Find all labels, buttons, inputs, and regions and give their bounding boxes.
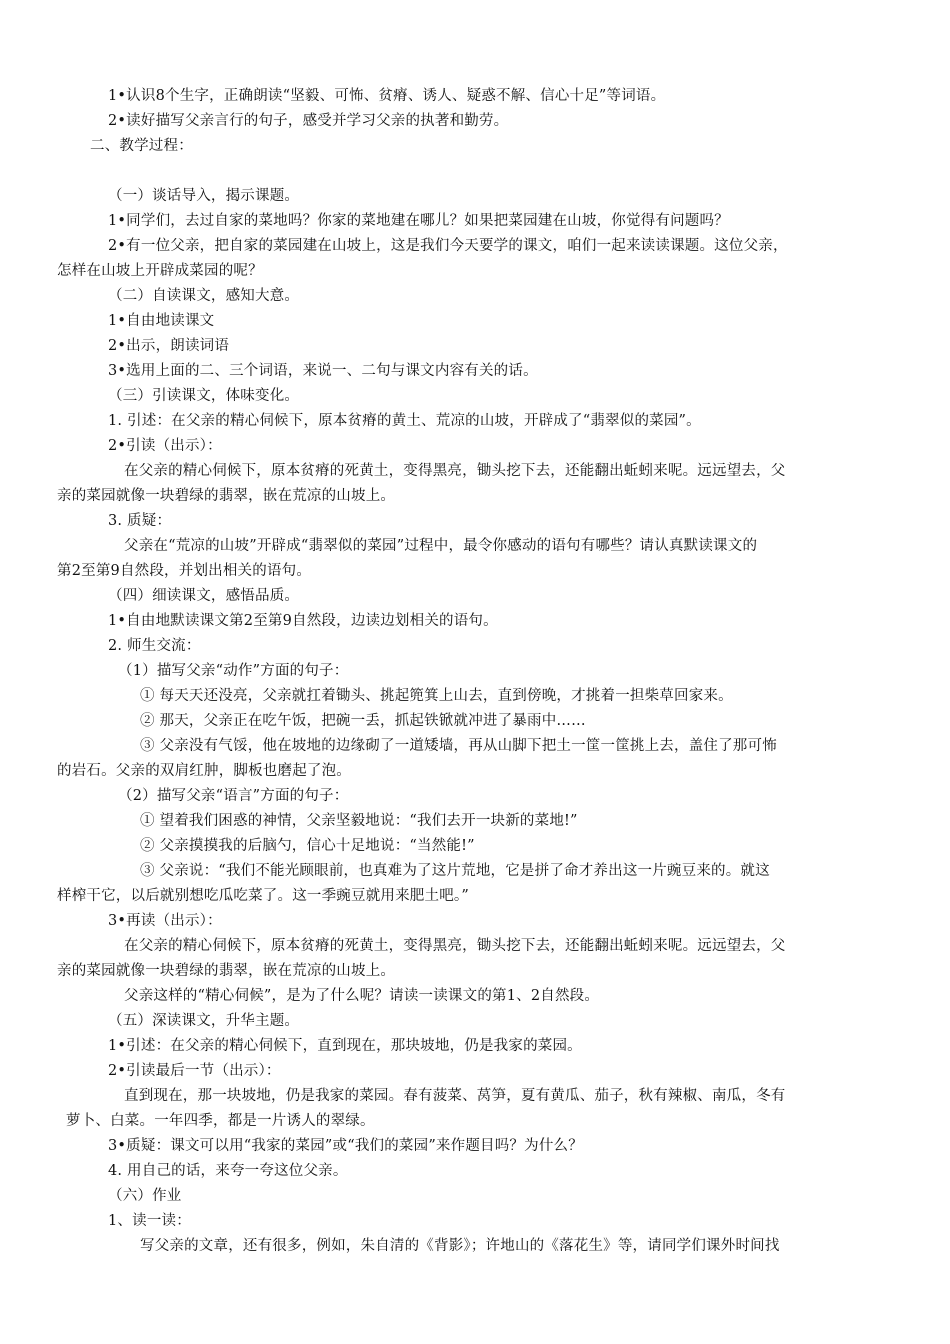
list-item: ② 那天，父亲正在吃午饭，把碗一丢，抓起铁锨就冲进了暴雨中…… <box>140 713 586 729</box>
text-line: 1. 引述：在父亲的精心伺候下，原本贫瘠的黄土、荒凉的山坡，开辟成了“翡翠似的菜园”。 <box>108 413 701 429</box>
subsection-heading-5: （五）深读课文，升华主题。 <box>108 1013 300 1029</box>
text-line: 写父亲的文章，还有很多，例如，朱自清的《背影》；许地山的《落花生》等，请同学们课外时间找 <box>140 1238 780 1254</box>
text-line: 2•有一位父亲，把自家的菜园建在山坡上，这是我们今天要学的课文，咱们一起来读读课题。这位父亲， <box>108 238 788 254</box>
text-line: 2•引读（出示）： <box>108 438 222 454</box>
quote-line: 在父亲的精心伺候下，原本贫瘠的死黄土，变得黑亮，锄头挖下去，还能翻出蚯蚓来呢。远远望去，父 <box>124 463 786 479</box>
text-line: 1•引述：在父亲的精心伺候下，直到现在，那块坡地，仍是我家的菜园。 <box>108 1038 582 1054</box>
quote-line: 直到现在，那一块坡地，仍是我家的菜园。春有菠菜、莴笋，夏有黄瓜、茄子，秋有辣椒、南瓜，冬有 <box>124 1088 786 1104</box>
text-line: （2）描写父亲“语言”方面的句子： <box>118 788 349 804</box>
text-line: 3•再读（出示）： <box>108 913 222 929</box>
text-line: 3•质疑：课文可以用“我家的菜园”或“我们的菜园”来作题目吗？为什么？ <box>108 1138 583 1154</box>
text-line: 3. 质疑： <box>108 513 172 529</box>
text-line: 的岩石。父亲的双肩红肿，脚板也磨起了泡。 <box>57 763 351 779</box>
text-line: 1、读一读： <box>108 1213 191 1229</box>
text-line: 1•自由地默读课文第2至第9自然段，边读边划相关的语句。 <box>108 613 498 629</box>
text-line: 第2至第9自然段，并划出相关的语句。 <box>57 563 312 579</box>
subsection-heading-3: （三）引读课文，体味变化。 <box>108 388 300 404</box>
list-item: ① 每天天还没亮，父亲就扛着锄头、挑起篼箕上山去，直到傍晚，才挑着一担柴草回家来。 <box>140 688 733 704</box>
list-item: ① 望着我们困惑的神情，父亲坚毅地说：“我们去开一块新的菜地!” <box>140 813 578 829</box>
subsection-heading-1: （一）谈话导入，揭示课题。 <box>108 188 300 204</box>
text-line: 2. 师生交流： <box>108 638 201 654</box>
subsection-heading-6: （六）作业 <box>108 1188 182 1204</box>
objective-line-1: 1•认识8个生字，正确朗读“坚毅、可怖、贫瘠、诱人、疑惑不解、信心十足”等词语。 <box>108 88 666 104</box>
text-line: 样榨干它，以后就别想吃瓜吃菜了。这一季豌豆就用来肥土吧。” <box>57 888 469 904</box>
subsection-heading-4: （四）细读课文，感悟品质。 <box>108 588 300 604</box>
text-line: 1•自由地读课文 <box>108 313 215 329</box>
text-line: 1•同学们，去过自家的菜地吗？你家的菜地建在哪儿？如果把菜园建在山坡，你觉得有问题吗？ <box>108 213 729 229</box>
quote-line: 亲的菜园就像一块碧绿的翡翠，嵌在荒凉的山坡上。 <box>57 963 396 979</box>
text-line: （1）描写父亲“动作”方面的句子： <box>118 663 349 679</box>
text-line: 父亲在“荒凉的山坡”开辟成“翡翠似的菜园”过程中，最令你感动的语句有哪些？请认真默读课文的 <box>124 538 758 554</box>
text-line: 4. 用自己的话，来夸一夸这位父亲。 <box>108 1163 348 1179</box>
quote-line: 在父亲的精心伺候下，原本贫瘠的死黄土，变得黑亮，锄头挖下去，还能翻出蚯蚓来呢。远远望去，父 <box>124 938 786 954</box>
text-line: 怎样在山坡上开辟成菜园的呢？ <box>57 263 263 279</box>
subsection-heading-2: （二）自读课文，感知大意。 <box>108 288 300 304</box>
list-item: ③ 父亲没有气馁，他在坡地的边缘砌了一道矮墙，再从山脚下把土一筐一筐挑上去，盖住了那可怖 <box>140 738 777 754</box>
quote-line: 亲的菜园就像一块碧绿的翡翠，嵌在荒凉的山坡上。 <box>57 488 396 504</box>
quote-line: 萝卜、白菜。一年四季，都是一片诱人的翠绿。 <box>66 1113 375 1129</box>
list-item: ② 父亲摸摸我的后脑勺，信心十足地说：“当然能!” <box>140 838 475 854</box>
text-line: 父亲这样的“精心伺候”，是为了什么呢？请读一读课文的第1、2自然段。 <box>124 988 600 1004</box>
section-heading-process: 二、教学过程： <box>90 138 193 154</box>
text-line: 2•出示，朗读词语 <box>108 338 230 354</box>
text-line: 2•引读最后一节（出示）： <box>108 1063 281 1079</box>
list-item: ③ 父亲说：“我们不能光顾眼前，也真难为了这片荒地，它是拼了命才养出这一片豌豆来的。就这 <box>140 863 770 879</box>
objective-line-2: 2•读好描写父亲言行的句子，感受并学习父亲的执著和勤劳。 <box>108 113 509 129</box>
text-line: 3•选用上面的二、三个词语，来说一、二句与课文内容有关的话。 <box>108 363 538 379</box>
